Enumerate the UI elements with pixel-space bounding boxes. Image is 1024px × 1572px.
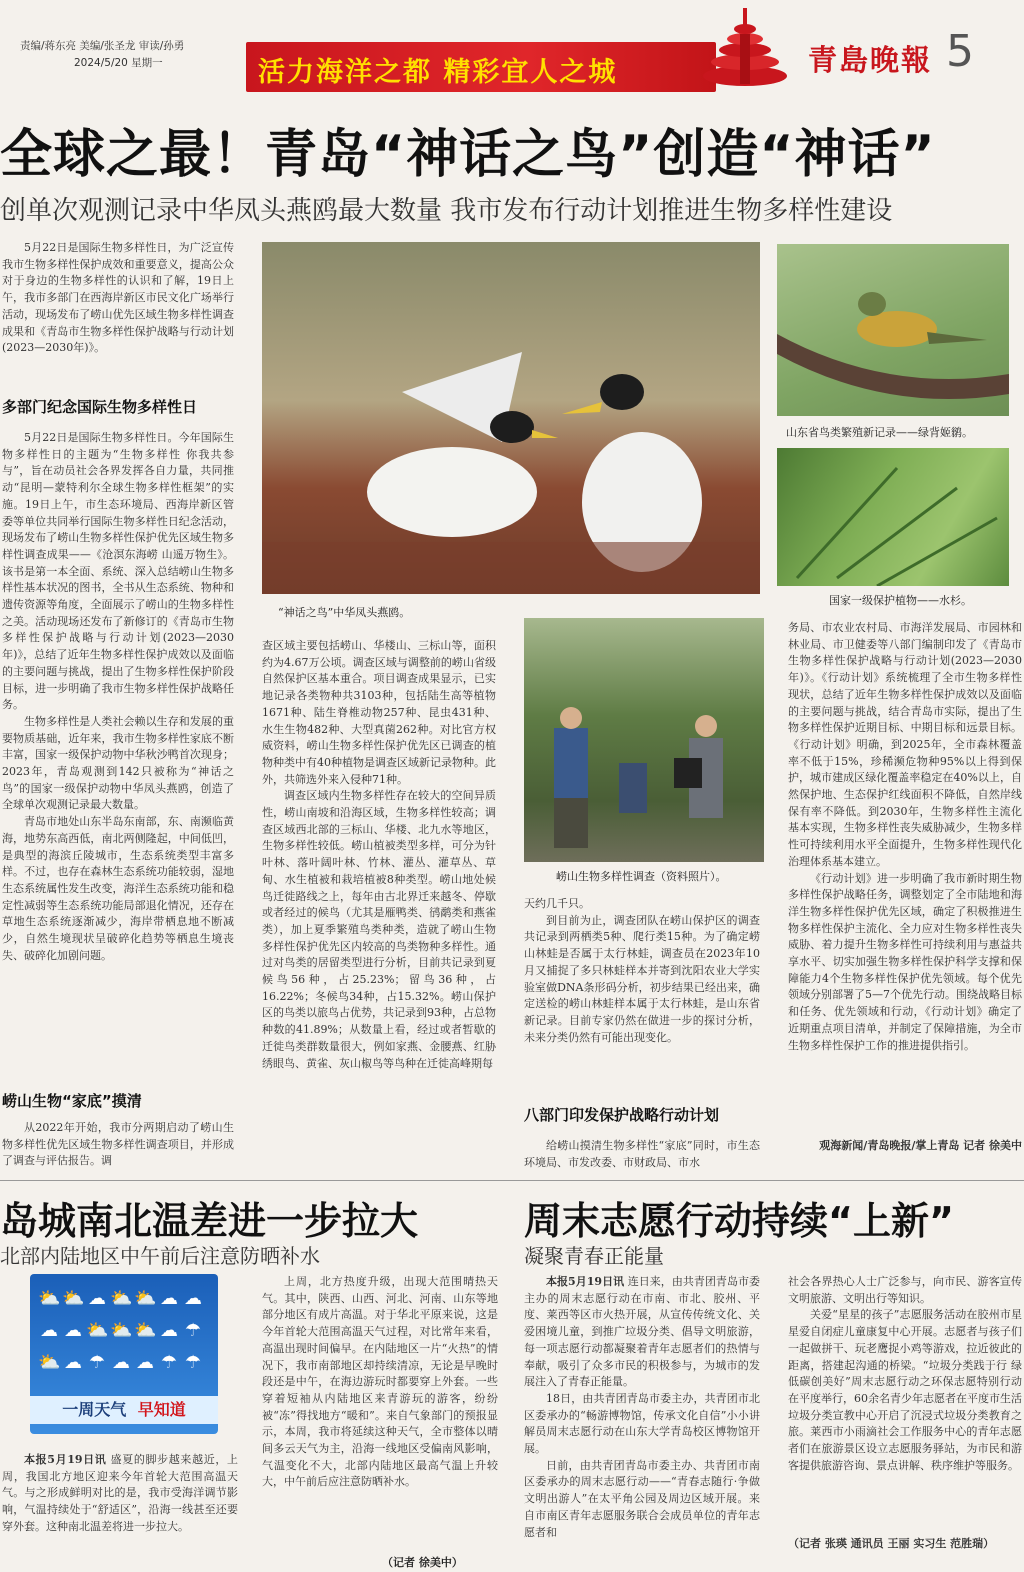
sun-cloud-icon: ⛅ [134, 1288, 157, 1309]
lead-text: 5月22日是国际生物多样性日，为广泛宣传我市生物多样性保护成效和重要意义，提高公众对于身边的生物多样性的认识和了解，19日上午，我市多部门在西海岸新区市民文化广场举行活动，现场发布了崂山优先区域生物多样性调查成果和《青岛市生物多样性保护战略与行动计划(2023—2030年)》。 [2, 241, 234, 355]
volunteer-byline-text: （记者 张瑛 通讯员 王丽 实习生 范胜瑞） [788, 1537, 995, 1550]
volunteer-headline: 周末志愿行动持续“上新” [524, 1199, 954, 1243]
photo-metasequoia [777, 448, 1009, 586]
cloud-icon: ☁ [112, 1352, 130, 1373]
cloud-icon: ☁ [64, 1320, 82, 1341]
col1-para-1: 5月22日是国际生物多样性日。今年国际生物多样性日的主题为“生物多样性 你我共参与”，旨在动员社会各界发挥各自力量，共同推动“昆明—蒙特利尔全球生物多样性框架”的实施。19日上午，市生态环境局、西海岸新区管委等单位共同举行国际生物多样性日纪念活动，现场发布了崂山生物多样性保护优先区域生物多样性调查成果——《沧溟东海崂 山遥万物生》。该书是第一本全面、系统、深入总结崂山生物多样性基本状况的图书，全书从生态系统、物种和遗传资源等角度，全面展示了崂山的生物多样性之美。活动现场还发布了新修订的《青岛市生物多样性保护战略与行动计划(2023—2030年)》，总结了近年生物多样性保护成效以及面临的主要问题与挑战，提出了生物多样性保护阶段目标，进一步明确了我市生物多样性保护战略任务。 [2, 431, 234, 712]
volunteer-lead [524, 1274, 760, 1391]
sun-cloud-icon: ⛅ [134, 1320, 157, 1341]
main-byline [788, 1138, 1022, 1174]
cloud-icon: ☁ [184, 1288, 202, 1309]
editors-line: 责编/蒋东亮 美编/张圣龙 审读/孙勇 [20, 40, 185, 52]
weather-subheadline: 北部内陆地区中午前后注意防晒补水 [0, 1244, 320, 1268]
weather-col2-text: 上周，北方热度升级，出现大范围晴热天气。其中，陕西、山西、河北、河南、山东等地部分地区有成片高温。对于华北平原来说，这是今年首轮大范围高温天气过程，对比常年来看，高温出现时间偏早。在内陆地区一片“火热”的情况下，我市南部地区却持续清凉，无论是早晚时段还是中午，在海边游玩时都要穿上外套。一些穿着短袖从内陆地区来青游玩的游客，纷纷被“冻”得找地方“暖和”。来自气象部门的预报显示，本周，我市将延续这种天气，全市整体以晴间多云天气为主，沿海一线地区受偏南风影响，气温变化不大，北部内陆地区最高气温上升较大，中午前后应注意防晒补水。 [262, 1275, 498, 1489]
weather-lead-text: 盛夏的脚步越来越近，上周，我国北方地区迎来今年首轮大范围高温天气。与之形成鲜明对比的是，我市受海洋调节影响，气温持续处于“舒适区”，沿海一线甚至还要穿外套。这种南北温差将进一步拉大。 [2, 1453, 238, 1533]
col4-para-2: 《行动计划》进一步明确了我市新时期生物多样性保护战略任务，调整划定了全市陆地和海洋生物多样性保护优先区域，确定了积极推进生物多样性保护主流化、全力应对生物多样性丧失威胁、着力提升生物多样性可持续利用与惠益共享水平、切实加强生物多样性保护科学支撑和保障能力4个生物多样性保护优先领域。每个优先领域分别部署了5—7个优先行动。围绕战略目标和任务、优先领域和行动，《行动计划》确定了近期重点项目清单，并制定了保障措施，为全市生物多样性保护工作的推进提供指引。 [788, 871, 1022, 1052]
volunteer-column-1 [524, 1274, 760, 1570]
tern-birds-icon [262, 242, 760, 594]
cloud-icon: ☁ [40, 1320, 58, 1341]
col1-para-2: 生物多样性是人类社会赖以生存和发展的重要物质基础，近年来，我市生物多样性家底不断丰富，国家一级保护动物中华秋沙鸭首次现身；2023年，青岛观测到142只被称为“神话之鸟”的国家一级保护动物中华凤头燕鸥，创造了全球单次观测记录最大数量。 [2, 714, 234, 812]
col3-para-3: 给崂山摸清生物多样性“家底”同时，市生态环境局、市发改委、市财政局、市水 [524, 1139, 760, 1169]
rain-icon: ☂ [184, 1320, 202, 1341]
col2-para-2: 调查区域内生物多样性存在较大的空间异质性，崂山南坡和沿海区域，生物多样性较高；调查区域西北部的三标山、华楼、北九水等地区，生物多样性较低。崂山植被类型多样，可分为针叶林、落叶阔叶林、竹林、灌丛、灌草丛、草甸、水生植被和栽培植被8种类型。崂山地处候鸟迁徙路线之上，每年由古北界迁来越冬、停歇或者经过的候鸟（尤其是雁鸭类、鸻鹬类和燕雀类），加上夏季繁殖鸟类种类，造就了崂山生物多样性保护优先区内较高的鸟类物种多样性。通过对鸟类的居留类型进行分析，目前共记录到夏候鸟56种，占25.23%；留鸟36种，占16.22%；冬候鸟34种，占15.32%。崂山保护区的鸟类以旅鸟占优势，共记录到93种，占总物种数的41.89%；从数量上看，经过或者暂歇的迁徙鸟类群数量很大，例如家燕、金腰燕、红胁绣眼鸟、黄雀、灰山椒鸟等鸟种在迁徙高峰期每 [262, 789, 496, 1070]
article-column-4 [788, 620, 1022, 1138]
main-subheadline: 创单次观测记录中华凤头燕鸥最大数量 我市发布行动计划推进生物多样性建设 [0, 196, 893, 226]
flycatcher-bird-icon [777, 244, 1009, 416]
page-number: 5 [946, 26, 974, 77]
volunteer-subheadline: 凝聚青春正能量 [524, 1244, 664, 1268]
rain-icon: ☂ [88, 1352, 106, 1373]
col3-para-2: 到目前为止，调查团队在崂山保护区的调查共记录到两栖类5种、爬行类15种。为了确定崂山林蛙是否属于太行林蛙，调查员在2023年10月又捕捉了多只林蛙样本并寄到沈阳农业大学实验室做DNA条形码分析，初步结果已经出来，确定送检的崂山林蛙样本属于太行林蛙，是山东省新记录。目前专家仍然在做进一步的探讨分析，未来分类仍然有可能出现变化。 [524, 913, 760, 1044]
article-column-2 [262, 638, 496, 1176]
weather-byline: （记者 徐美中） [382, 1556, 463, 1569]
photo-survey-caption: 崂山生物多样性调查（资料照片）。 [556, 870, 727, 883]
fern-leaves-icon [777, 448, 1009, 586]
photo-metasequoia-caption: 国家一级保护植物——水杉。 [829, 594, 972, 607]
weather-icon-grid [38, 1288, 212, 1382]
cloud-icon: ☁ [160, 1288, 178, 1309]
slogan-text: 活力海洋之都 精彩宜人之城 [258, 57, 618, 88]
sun-cloud-icon: ⛅ [86, 1320, 109, 1341]
volunteer-col1-para-3: 日前，由共青团青岛市委主办、共青团市南区委承办的周末志愿行动——“青春志随行·争做文明出游人”在太平角公园及周边区域开展。来自市南区青年志愿服务联合会成员单位的青年志愿者和 [524, 1458, 760, 1539]
main-byline-text: 观海新闻/青岛晚报/掌上青岛 记者 徐美中 [819, 1139, 1022, 1152]
date-line: 2024/5/20 星期一 [74, 57, 163, 69]
photo-terns-caption: “神话之鸟”中华凤头燕鸥。 [278, 606, 411, 619]
weather-label-a: 一周天气 [62, 1400, 127, 1419]
volunteer-col2-para-2: 关爱“星星的孩子”志愿服务活动在胶州市星星爱自闭症儿童康复中心开展。志愿者与孩子们一起做拼干、玩老鹰捉小鸡等游戏，拉近彼此的距离，搭建起沟通的桥梁。“垃圾分类践于行 绿低碳创美好”周末志愿行动之环保志愿特别行动在平度举行，60余名青少年志愿者在平度市生活垃圾分类宣教中心开启了沉浸式垃圾分类教育之旅。莱西市小雨滴社会工作服务中心的青年志愿者们在旅游景区设立志愿服务驿站，为市民和游客提供旅游咨询、景点讲解、秩序维护等服务。 [788, 1308, 1022, 1472]
main-headline: 全球之最！青岛“神话之鸟”创造“神话” [0, 125, 936, 185]
rain-icon: ☂ [184, 1352, 202, 1373]
slogan-banner [246, 42, 716, 92]
sun-cloud-icon: ⛅ [38, 1288, 61, 1309]
col1-para-4: 从2022年开始，我市分两期启动了崂山生物多样性优先区域生物多样性调查项目，并形成了调查与评估报告。调 [2, 1121, 234, 1168]
photo-flycatcher-caption: 山东省鸟类繁殖新记录——绿背姬鹟。 [786, 426, 973, 439]
photo-survey [524, 618, 764, 862]
weather-lead [2, 1452, 238, 1536]
volunteer-col2-para-1: 社会各界热心人士广泛参与，向市民、游客宣传文明旅游、文明出行等知识。 [788, 1275, 1022, 1305]
sun-cloud-icon: ⛅ [62, 1288, 85, 1309]
rain-icon: ☂ [160, 1352, 178, 1373]
sun-cloud-icon: ⛅ [110, 1288, 133, 1309]
newspaper-logo: 青島晚報 [808, 43, 933, 77]
section-title-2: 崂山生物“家底”摸清 [2, 1086, 172, 1117]
cloud-icon: ☁ [64, 1352, 82, 1373]
tower-emblem-icon [700, 4, 790, 96]
weather-lead-prefix: 本报5月19日讯 [24, 1453, 107, 1466]
weather-headline: 岛城南北温差进一步拉大 [0, 1199, 419, 1243]
sun-cloud-icon: ⛅ [38, 1352, 61, 1373]
volunteer-lead-prefix: 本报5月19日讯 [546, 1275, 625, 1288]
volunteer-column-2 [788, 1274, 1022, 1536]
section-divider [0, 1180, 1024, 1181]
weather-column-2 [262, 1274, 498, 1554]
col4-para-1: 务局、市农业农村局、市海洋发展局、市园林和林业局、市卫健委等八部门编制印发了《青岛市生物多样性保护战略与行动计划(2023—2030年)》。《行动计划》系统梳理了全市生物多样性现状，总结了近年生物多样性保护成效以及面临的主要问题与挑战，结合青岛市实际，提出了生物多样性保护近期目标、中期目标和远景目标。《行动计划》明确，到2025年，全市森林覆盖率不低于15%，珍稀濒危物种95%以上得到保护，城市建成区绿化覆盖率稳定在40%以上，自然保护地、生态保护红线面积不降低，自然岸线保有率不降低。到2030年，生物多样性主流化基本实现，生物多样性丧失威胁减少，生物多样性可持续利用水平全面提升，生物多样性现代化治理体系基本建立。 [788, 621, 1022, 868]
weather-label-b: 早知道 [137, 1400, 186, 1419]
col3-para-1: 天约几千只。 [524, 897, 590, 910]
sun-cloud-icon: ⛅ [110, 1320, 133, 1341]
weather-graphic [30, 1274, 218, 1434]
volunteer-byline [788, 1536, 1022, 1570]
photo-flycatcher [777, 244, 1009, 416]
weather-graphic-label [30, 1396, 218, 1424]
photo-terns [262, 242, 760, 594]
survey-people-icon [524, 618, 764, 862]
section-title-1: 多部门纪念国际生物多样性日 [2, 398, 198, 416]
article-column-3b [524, 1138, 760, 1174]
article-column-3 [524, 896, 760, 1098]
col2-para-1: 查区域主要包括崂山、华楼山、三标山等，面积约为4.67万公顷。调查区域与调整前的崂山省级自然保护区基本重合。项目调查成果显示，已实地记录各类物种共3103种，包括陆生高等植物1671种、陆生脊椎动物257种、昆虫431种、水生生物482种、大型真菌262种。对比官方权威资料，崂山生物多样性保护优先区已调查的植物种类中有40种植物是调查区域新记录物种。此外，共筛选外来入侵种71种。 [262, 639, 496, 786]
cloud-icon: ☁ [88, 1288, 106, 1309]
cloud-icon: ☁ [136, 1352, 154, 1373]
volunteer-col1-para-2: 18日，由共青团青岛市委主办，共青团市北区委承办的“畅游博物馆，传承文化自信”小小讲解员周末志愿行动在山东大学青岛校区博物馆开展。 [524, 1391, 760, 1456]
weather-column-1 [2, 1452, 238, 1570]
lead-paragraph [2, 240, 234, 378]
editor-credits [20, 38, 184, 72]
cloud-icon: ☁ [160, 1320, 178, 1341]
section-title-3: 八部门印发保护战略行动计划 [524, 1106, 720, 1124]
col1-para-3: 青岛市地处山东半岛东南部，东、南濒临黄海，地势东高西低，南北两侧隆起，中间低凹，是典型的海滨丘陵城市，生态系统类型丰富多样。不过，也存在森林生态系统功能较弱，湿地生态系统属性发生改变，海洋生态系统功能和稳定性减弱等生态系统功能局部退化情况，还存在草地生态系统逐渐减少，海岸带栖息地不断减少，自然生境现状呈破碎化趋势等栖息生境丧失、破碎化加剧问题。 [2, 815, 234, 962]
article-column-1b [2, 1120, 234, 1174]
volunteer-lead-text: 连日来，由共青团青岛市委主办的周末志愿行动在市南、市北、胶州、平度、莱西等区市火热开展，从宣传传统文化、关爱困境儿童，到推广垃圾分类、倡导文明旅游，每一项志愿行动都凝聚着青年志愿者们的热情与奉献，吸引了众多市民的积极参与，为城市的发展注入了青春正能量。 [524, 1275, 760, 1389]
